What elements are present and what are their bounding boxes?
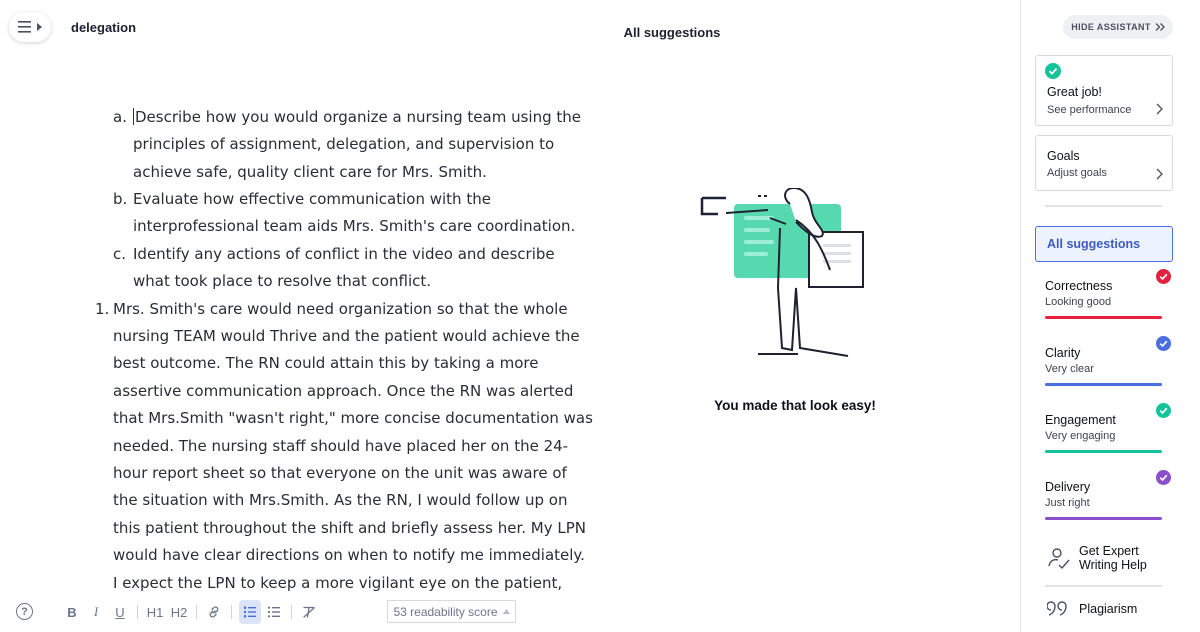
list-marker: 1. [95,300,110,318]
category-status: Very engaging [1045,430,1116,442]
numbered-list-icon [243,605,257,619]
category-name: Correctness [1045,279,1113,293]
check-circle-icon [1156,470,1171,485]
menu-button[interactable] [9,12,51,42]
text-line: principles of assignment, delegation, and supervision to [133,135,555,153]
text-line: Identify any actions of conflict in the video and describe [133,245,555,263]
document-title[interactable]: delegation [71,20,137,35]
text-line: Describe how you would organize a nursing team using the [135,108,581,126]
category-status: Very clear [1045,363,1094,375]
bulleted-list-button[interactable] [264,600,284,624]
toolbar-divider [196,605,197,619]
toolbar-divider [137,605,138,619]
expert-help-button[interactable] [1047,544,1177,574]
text-line: this patient throughout the shift and briefly assess her. My LPN [113,519,586,537]
heading2-button[interactable]: H2 [170,604,188,620]
category-engagement[interactable] [1045,413,1163,473]
link-button[interactable] [204,600,224,624]
plagiarism-label: Plagiarism [1079,602,1138,616]
list-marker: b. [113,190,128,208]
italic-button[interactable]: I [93,604,99,619]
category-name: Clarity [1045,346,1081,360]
text-line: nursing TEAM would Thrive and the patient would achieve the [113,327,580,345]
celebration-illustration [698,188,868,360]
readability-score[interactable] [387,600,516,623]
panel-title: All suggestions [623,25,721,40]
toolbar-divider [291,605,292,619]
plagiarism-button[interactable] [1047,600,1177,620]
all-suggestions-tab[interactable]: All suggestions [1035,226,1173,262]
text-line: would have clear directions on when to notify me immediately. [113,546,585,564]
hamburger-icon [18,21,34,33]
success-message: You made that look easy! [714,398,876,413]
underline-button[interactable]: U [115,604,125,620]
category-delivery[interactable] [1045,480,1163,540]
performance-card[interactable] [1035,55,1173,126]
goals-title: Goals [1047,149,1080,163]
double-chevron-right-icon [1155,23,1165,31]
document-editor[interactable] [0,102,600,592]
hide-assistant-label: HIDE ASSISTANT [1071,22,1151,32]
bulleted-list-icon [267,605,281,619]
text-line: that Mrs.Smith "wasn't right," more concise documentation was [113,409,593,427]
category-bar [1045,316,1162,319]
list-marker: a. [113,108,127,126]
category-clarity[interactable] [1045,346,1163,406]
link-icon [207,605,221,619]
goals-subtitle: Adjust goals [1047,167,1107,179]
check-circle-icon [1156,336,1171,351]
text-line: Mrs. Smith's care would need organization so that the whole [113,300,568,318]
text-line: I expect the LPN to keep a more vigilant eye on the patient, [113,574,563,592]
check-circle-icon [1156,403,1171,418]
text-line: achieve safe, quality client care for Mrs. Smith. [133,163,487,181]
clear-format-button[interactable] [299,600,319,624]
text-line: what took place to resolve that conflict. [133,272,432,290]
help-icon[interactable]: ? [16,603,33,620]
heading1-button[interactable]: H1 [146,604,164,620]
caret-right-icon [37,23,42,31]
bold-button[interactable]: B [67,604,77,620]
readability-label: 53 readability score [393,604,498,619]
expert-person-icon [1047,546,1071,570]
category-status: Just right [1045,497,1090,509]
hide-assistant-button[interactable] [1063,15,1173,39]
category-bar [1045,450,1162,453]
caret-up-icon [503,609,510,614]
text-caret [133,108,134,125]
clear-format-icon [302,605,316,619]
expert-help-label: Get Expert Writing Help [1079,544,1147,572]
text-line: hour report sheet so that everyone on the unit was aware of [113,464,567,482]
chevron-right-icon [1154,103,1164,115]
category-status: Looking good [1045,296,1112,308]
sidebar-divider [1045,585,1162,587]
sidebar-divider [1045,205,1162,207]
category-correctness[interactable] [1045,279,1163,339]
text-line: interprofessional team aids Mrs. Smith's care coordination. [133,217,576,235]
check-circle-icon [1156,269,1171,284]
text-line: the situation with Mrs.Smith. As the RN, I would follow up on [113,491,568,509]
assistant-sidebar [1020,0,1200,632]
category-bar [1045,383,1162,386]
category-name: Delivery [1045,480,1091,494]
quote-icon [1047,600,1071,618]
category-bar [1045,517,1162,520]
chevron-right-icon [1154,168,1164,180]
performance-subtitle: See performance [1047,104,1132,116]
numbered-list-button[interactable] [239,600,261,624]
list-marker: c. [113,245,127,263]
text-line: best outcome. The RN could attain this by taking a more [113,354,539,372]
toolbar-divider [231,605,232,619]
format-toolbar [0,598,1020,626]
text-line: Evaluate how effective communication with the [133,190,491,208]
goals-card[interactable] [1035,135,1173,191]
check-circle-icon [1045,63,1061,79]
performance-title: Great job! [1047,85,1102,99]
text-line: assertive communication approach. Once the RN was alerted [113,382,574,400]
category-name: Engagement [1045,413,1116,427]
text-line: needed. The nursing staff should have placed her on the 24- [113,437,569,455]
